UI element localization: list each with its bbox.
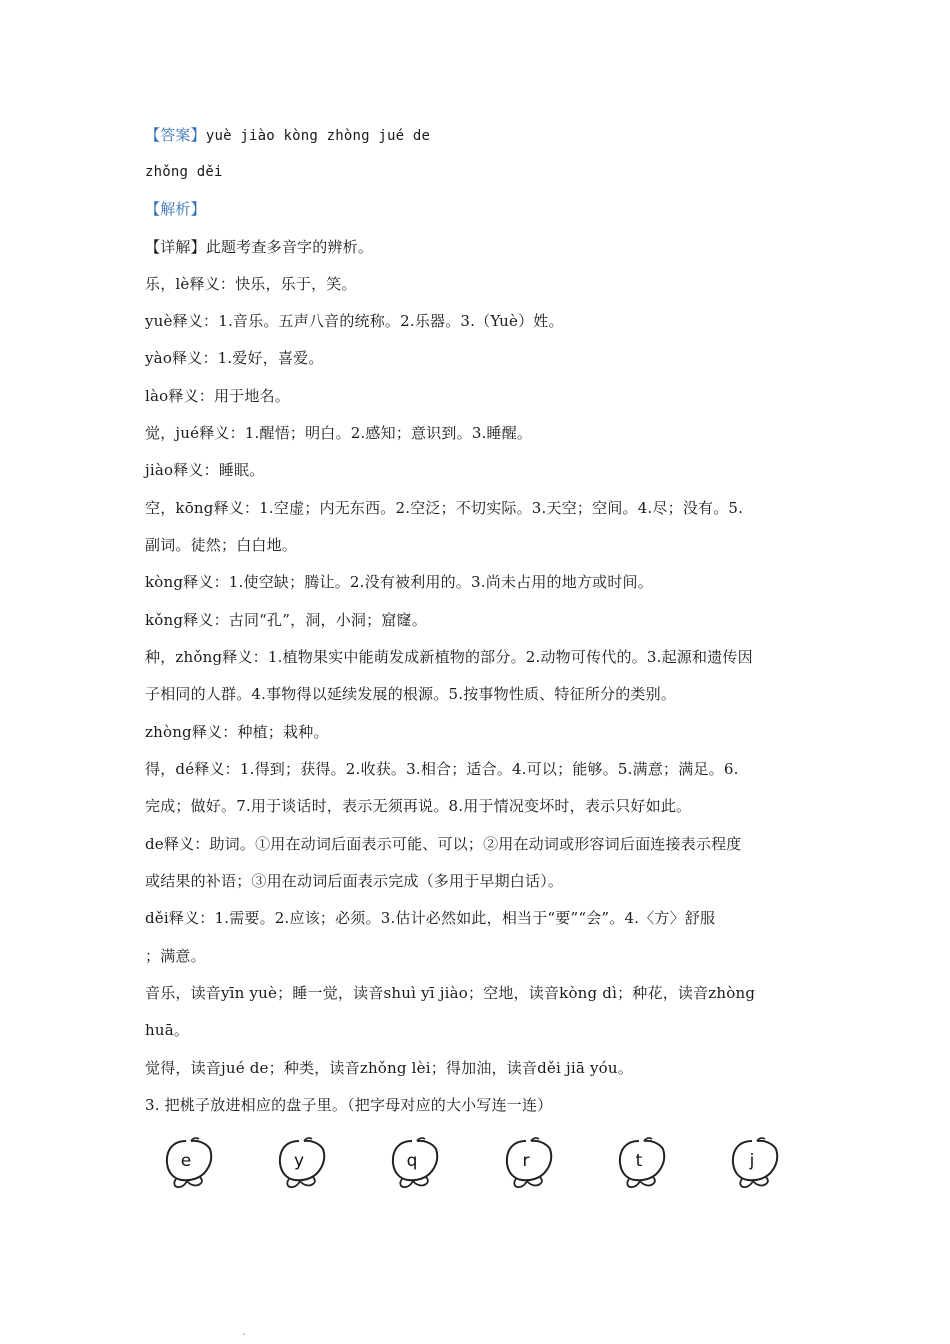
answer-line-2: zhǒng děi: [145, 164, 223, 180]
explanation-line: kòng释义：1.使空缺；腾让。2.没有被利用的。3.尚未占用的地方或时间。: [145, 573, 653, 591]
answer-line-1: [145, 125, 815, 146]
explanation-line: 觉，jué释义：1.醒悟；明白。2.感知；意识到。3.睡醒。: [145, 424, 533, 442]
explanation-line: 种，zhǒng释义：1.植物果实中能萌发成新植物的部分。2.动物可传代的。3.起源和遗传因: [145, 648, 753, 666]
explanation-line: de释义：助词。①用在动词后面表示可能、可以；②用在动词或形容词后面连接表示程度: [145, 835, 742, 853]
peach-letter: t: [635, 1151, 643, 1171]
explanation-line: 乐，lè释义：快乐，乐于，笑。: [145, 275, 357, 293]
peach: [726, 1133, 786, 1195]
peach: [500, 1133, 560, 1195]
peach-row: [160, 1133, 800, 1203]
peach: [613, 1133, 673, 1195]
explanation-line: lào释义：用于地名。: [145, 387, 290, 405]
detail-line: [145, 237, 815, 257]
peach-letter: q: [406, 1151, 418, 1171]
explanation-line: 得，dé释义：1.得到；获得。2.收获。3.相合；适合。4.可以；能够。5.满意；满足。6.: [145, 760, 739, 778]
page-marker-dot: [243, 1333, 245, 1335]
peach-letter: e: [180, 1151, 192, 1171]
explanation-line: zhòng释义：种植；栽种。: [145, 723, 329, 741]
peach: [273, 1133, 333, 1195]
peach-letter: j: [749, 1151, 755, 1171]
detail-intro: 此题考查多音字的辨析。: [205, 238, 374, 256]
question-3: 3. 把桃子放进相应的盘子里。（把字母对应的大小写连一连）: [145, 1096, 553, 1114]
explanation-line: 或结果的补语；③用在动词后面表示完成（多用于早期白话）。: [145, 872, 564, 890]
explanation-line: 完成；做好。7.用于谈话时，表示无须再说。8.用于情况变坏时，表示只好如此。: [145, 797, 692, 815]
explanation-line: 音乐，读音yīn yuè；睡一觉，读音shuì yī jiào；空地，读音kòng dì；种花，读音zhòng: [145, 984, 756, 1002]
answer-pinyin-1: yuè jiào kòng zhòng jué de: [205, 128, 431, 144]
explanation-line: 空，kōng释义：1.空虚；内无东西。2.空泛；不切实际。3.天空；空间。4.尽；没有。5.: [145, 499, 744, 517]
explanation-line: yuè释义：1.音乐。五声八音的统称。2.乐器。3.（Yuè）姓。: [145, 312, 564, 330]
peach: [160, 1133, 220, 1195]
analysis-label: 【解析】: [145, 200, 206, 218]
explanation-line: 觉得，读音jué de；种类，读音zhǒng lèi；得加油，读音děi jiā yóu。: [145, 1059, 633, 1077]
answer-label: 【答案】: [145, 126, 206, 144]
peach-letter: y: [293, 1151, 305, 1171]
peach-letter: r: [522, 1151, 530, 1171]
explanation-line: děi释义：1.需要。2.应该；必须。3.估计必然如此，相当于“要”“会”。4.〈方〉舒服: [145, 909, 716, 927]
explanation-line: kǒng释义：古同“孔”，洞，小洞；窟窿。: [145, 611, 427, 629]
explanation-line: 子相同的人群。4.事物得以延续发展的根源。5.按事物性质、特征所分的类别。: [145, 685, 677, 703]
explanation-line: ；满意。: [145, 947, 206, 965]
explanation-line: yào释义：1.爱好，喜爱。: [145, 349, 324, 367]
detail-label: 【详解】: [145, 238, 206, 256]
peach: [386, 1133, 446, 1195]
explanation-line: jiào释义：睡眠。: [145, 461, 265, 479]
explanation-line: 副词。徒然；白白地。: [145, 536, 298, 554]
explanation-line: huā。: [145, 1021, 190, 1039]
